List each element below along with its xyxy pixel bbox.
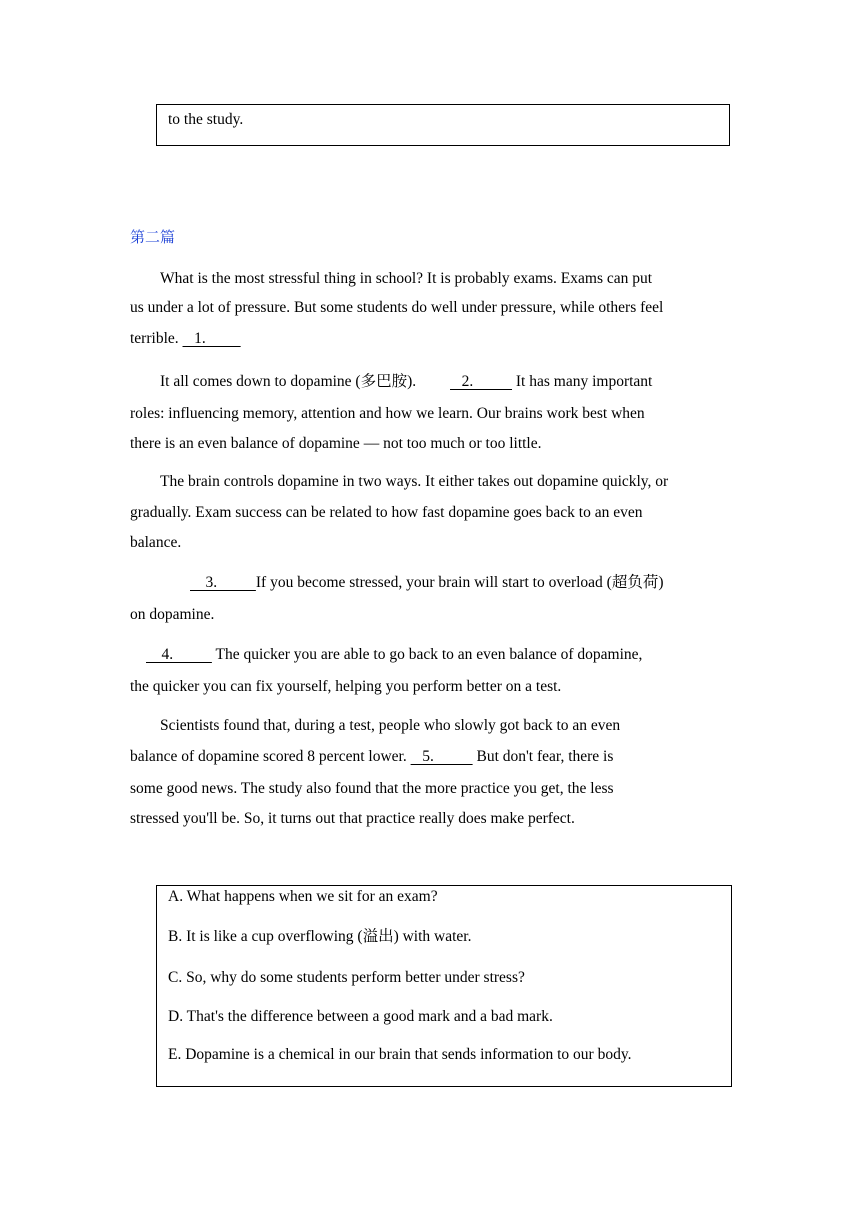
- paragraph-text: It has many important: [512, 373, 653, 390]
- paragraph-line: [130, 741, 734, 772]
- paragraph-text: balance of dopamine scored 8 percent lower.: [130, 748, 411, 765]
- paragraph-text: The quicker you are able to go back to an even balance of dopamine,: [211, 646, 643, 663]
- options-box: [156, 885, 732, 1087]
- option-b[interactable]: B. It is like a cup overflowing (溢出) with water.: [168, 928, 472, 945]
- paragraph-text: But don't fear, there is: [472, 748, 614, 765]
- blank-3[interactable]: 3.: [190, 574, 256, 591]
- blank-2[interactable]: 2.: [450, 373, 513, 390]
- paragraph-line: [146, 639, 746, 670]
- blank-4[interactable]: 4.: [146, 646, 212, 663]
- blank-1[interactable]: 1.: [182, 330, 241, 347]
- paragraph-line: [130, 323, 734, 354]
- paragraph-line: The brain controls dopamine in two ways. It either takes out dopamine quickly, or: [160, 473, 669, 490]
- paragraph-line: [130, 567, 734, 598]
- previous-answer-box: [156, 104, 730, 146]
- previous-answer-text: to the study.: [168, 111, 244, 128]
- paragraph-line: What is the most stressful thing in school? It is probably exams. Exams can put: [160, 270, 653, 287]
- option-d[interactable]: D. That's the difference between a good mark and a bad mark.: [168, 1008, 553, 1025]
- paragraph-text: terrible.: [130, 330, 183, 347]
- paragraph-line: on dopamine.: [130, 606, 215, 623]
- blank-5[interactable]: 5.: [410, 748, 473, 765]
- option-e[interactable]: E. Dopamine is a chemical in our brain that sends information to our body.: [168, 1046, 632, 1063]
- paragraph-line: there is an even balance of dopamine — not too much or too little.: [130, 435, 542, 452]
- option-c[interactable]: C. So, why do some students perform better under stress?: [168, 969, 525, 986]
- paragraph-text: It all comes down to dopamine (多巴胺).: [160, 373, 421, 390]
- paragraph-line: Scientists found that, during a test, people who slowly got back to an even: [160, 717, 621, 734]
- paragraph-line: gradually. Exam success can be related to how fast dopamine goes back to an even: [130, 504, 643, 521]
- paragraph-line: stressed you'll be. So, it turns out that practice really does make perfect.: [130, 810, 575, 827]
- section-title: 第二篇: [130, 228, 176, 246]
- paragraph-line: us under a lot of pressure. But some students do well under pressure, while others feel: [130, 299, 664, 316]
- paragraph-line: roles: influencing memory, attention and how we learn. Our brains work best when: [130, 405, 645, 422]
- paragraph-line: balance.: [130, 534, 182, 551]
- paragraph-text: If you become stressed, your brain will start to overload (超负荷): [255, 574, 664, 591]
- paragraph-line: the quicker you can fix yourself, helping you perform better on a test.: [130, 678, 562, 695]
- paragraph-line: some good news. The study also found that the more practice you get, the less: [130, 780, 614, 797]
- paragraph-line: [130, 366, 734, 397]
- option-a[interactable]: A. What happens when we sit for an exam?: [168, 888, 438, 905]
